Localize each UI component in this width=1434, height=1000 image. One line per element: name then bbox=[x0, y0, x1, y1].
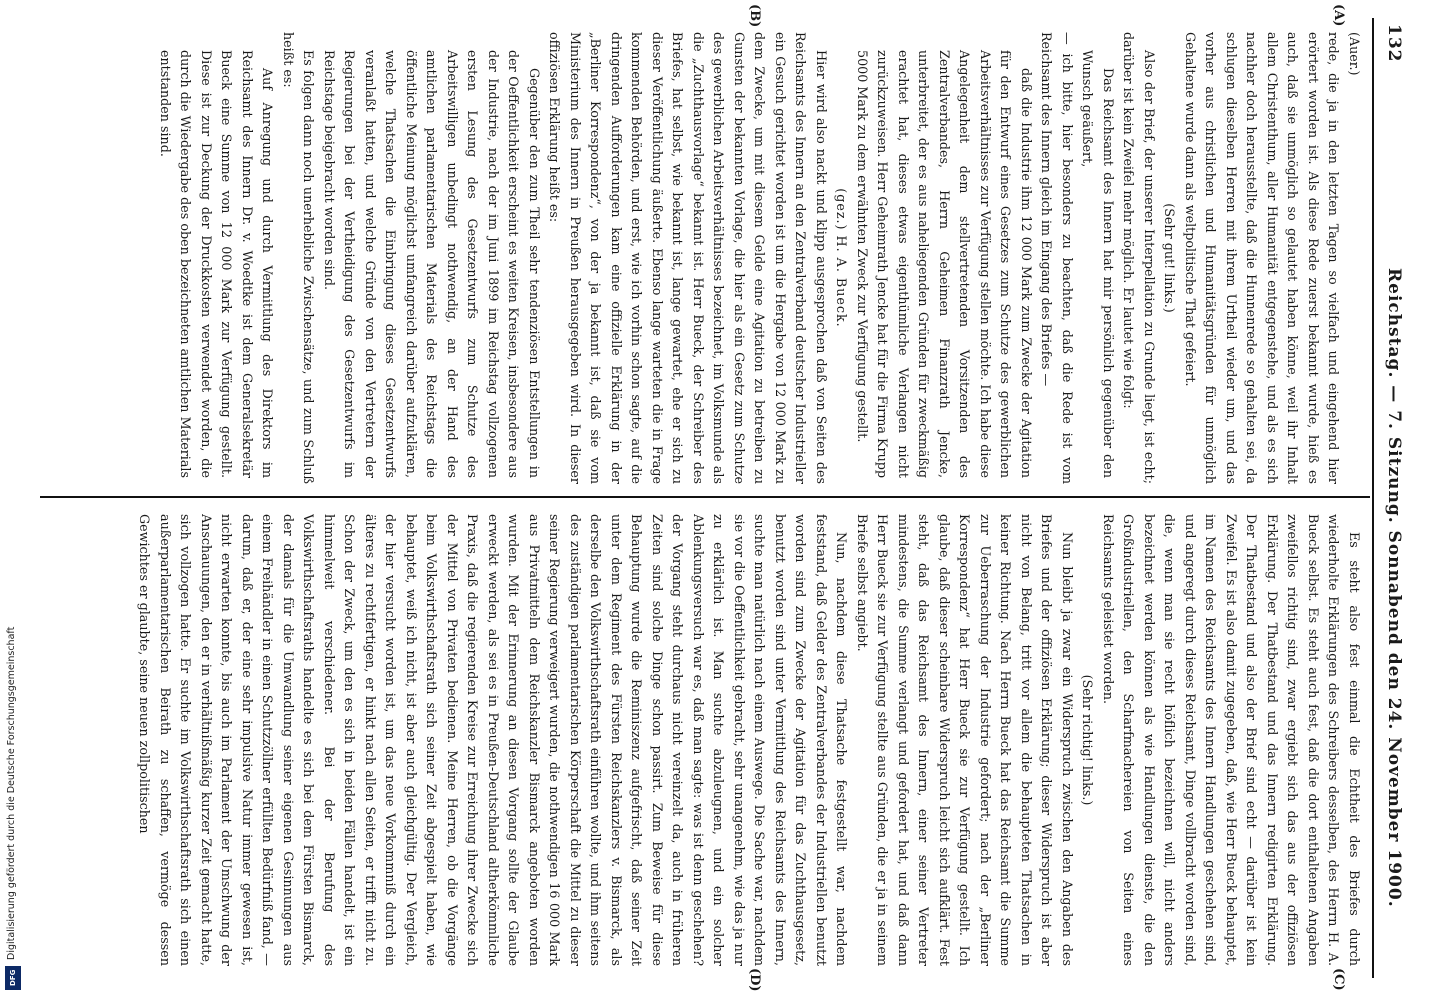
margin-letter-d: (D) bbox=[747, 968, 762, 992]
quoted-letter: Das Reichsamt des Innern hat mir persönlich gegenüber den Wunsch geäußert, bbox=[1080, 50, 1116, 478]
left-column bbox=[44, 32, 1364, 484]
column-rule bbox=[40, 496, 1370, 498]
paragraph: Also der Brief, der unserer Interpellation zu Grunde liegt, ist echt; darüber ist kein Zweifel mehr möglich. Er lautet wie folgt: bbox=[1121, 32, 1157, 484]
letter-signature: (gez.) H. A. Bueck. bbox=[834, 188, 850, 328]
right-column bbox=[44, 514, 1364, 966]
quoted-letter: daß die Industrie ihm 12 000 Mark zum Zwecke der Agitation für den Entwurf eines Gesetzes zum Schutze des gewerblichen Arbeitsverhältnisses zur Verfügung stellen möchte. Ich habe diese Angelegenheit dem stellvertretenden Vorsitzenden des Zentralverbandes, Herrn Geheimen Finanzrath Jencke, unterbreitet, der es aus naheliegenden Gründen für zweckmäßig erachtet hat, dieses etwas eigenthümliche Verlangen nicht zurückzuweisen. Herr Geheimrath Jencke hat für die Firma Krupp 5000 Mark zu dem erwähnten Zweck zur Verfügung gestellt. bbox=[855, 50, 1034, 478]
speaker-tag: (Auer.) bbox=[1347, 32, 1362, 76]
paragraph: — ich bitte, hier besonders zu beachten, daß die Rede ist vom Reichsamt des Innern gleich im Eingang des Briefes — bbox=[1039, 32, 1075, 484]
digitization-strip bbox=[0, 0, 30, 1000]
paragraph: Es steht also fest einmal die Echtheit des Briefes durch wiederholte Erklärungen des Schreibers desselben, des Herrn H. A. Bueck selbst. Es steht auch fest, daß die dort enthaltenen Angaben zweifellos richtig sind, zwar ergiebt sich das aus der offiziösen Erklärung. Der Thatbestand und das Innern redigirten Erklärung. Der Thatbestand und also der Brief sind echt — darüber ist kein Zweifel. Es ist also damit zugegeben, daß, wie Herr Bueck behauptet, im Namen des Reichsamts des Innern Handlungen geschehen sind, und angeregt durch dieses Reichsamt, Dinge vollbracht worden sind, die, wenn man sie recht höflich bezeichnen will, nicht anders bezeichnet werden können als wie Handlungen dienste, die den Großindustriellen, den Scharfmachereien von Seiten eines Reichsamts geleistet worden. bbox=[1101, 514, 1362, 966]
paragraph: Nun, nachdem diese Thatsache festgestellt war, nachdem feststand, daß Gelder des Zentralverbandes der Industriellen benutzt worden sind zum Zwecke der Agitation für das Zuchthausgesetz, benutzt worden sind unter Vermittlung des Reichsamts des Innern, suchte man natürlich nach einem Auswege. Die Sache war, nachdem sie vor die Oeffentlichkeit gebracht, sehr unangenehm, wie das ja nur zu erklärlich ist. Man suchte abzuleugnen, und ein solcher Ablenkungsversuch war es, daß man sagte: was ist denn geschehen? der Vorgang steht durchaus nicht vereinzelt da, auch in früheren Zeiten sind solche Dinge schon passirt. Zum Beweise für diese Behauptung wurde die Reminiszenz aufgefrischt, daß seiner Zeit unter dem Regiment des Fürsten Reichskanzlers v. Bismarck, als derselbe den Volkswirthschaftsrath einführen wollte, und ihm seitens des zuständigen parlamentarischen Körperschaft die Mittel zu dieser seiner Regierung verweigert wurden, die nothwendigen 16 000 Mark aus Privatmitteln dem Reichskanzler Bismarck angeboten worden wurden. Mit der Erinnerung an diesen Vorgang sollte der Glaube erweckt werden, als sei es in Preußen-Deutschland altherkömmliche Praxis, daß die regierenden Kreise zur Erreichung ihrer Zwecke sich der Mittel von Privaten bedienen. Meine Herren, ob die Vorgänge beim Volkswirthschaftsrath sich seiner Zeit abgespielt haben, wie behauptet, weiß ich nicht, ist aber auch gleichgültig. Der Vergleich, der hier versucht worden ist, um das neue Vorkommniß durch ein älteres zu rechtfertigen, er hinkt nach allen Seiten, er trifft nicht zu. Schon der Zweck, um den es sich in beiden Fällen handelt, ist ein himmelweit verschiedener. Bei der Berufung des Volkswirthschaftsraths handelte es sich bei dem Fürsten Bismarck, der damals für die Umwandlung seiner eigenen Gesinnungen aus einem Freihändler in einen Schutzzöllner erfüllten Bedürfniß fand, — darum, daß er, der eine sehr impulsive Natur immer gewesen ist, nicht erwarten konnte, bis auch im Parlament der Umschwung der Anschauungen, den er in verhältnißmäßig kurzer Zeit gemacht hatte, sich vollzogen hatte. Er suchte im Volkswirthschaftsrath sich einen außerparlamentarischen Beirath zu schaffen, vermöge dessen Gewichtes er glaubte, seine neuen zollpolitischen bbox=[137, 514, 850, 966]
digitization-note: Digitalisierung gefördert durch die Deutsche Forschungsgemeinschaft bbox=[6, 626, 17, 960]
dfg-logo-icon: DFG bbox=[5, 966, 21, 990]
paragraph: Es folgen dann noch unerhebliche Zwischensätze, und zum Schluß heißt es: bbox=[281, 32, 317, 484]
margin-letter-a: (A) bbox=[1331, 4, 1346, 27]
page-header bbox=[1374, 18, 1410, 978]
page-number: 132 bbox=[1384, 24, 1404, 63]
document-page bbox=[30, 4, 1410, 992]
margin-letter-c: (C) bbox=[1331, 968, 1346, 991]
quoted-statement: Gegenüber den zum Theil sehr tendenziösen Entstellungen in der Oeffentlichkeit erscheint es weiten Kreisen, insbesondere aus der Industrie, nach der im Juni 1899 im Reichstag vollzogenen ersten Lesung des Gesetzentwurfs zum Schutze des Arbeitswilligen unbedingt nothwendig, an der Hand des amtlichen parlamentarischen Materials des Reichstags die öffentliche Meinung möglichst umfangreich darüber aufzuklären, welche Thatsachen die Einbringung dieses Gesetzentwurfs veranlaßt hatten, und welche Gründe von den Vertretern der Regierungen bei der Vertheidigung des Gesetzentwurfs im Reichstage beigebracht worden sind. bbox=[322, 50, 542, 478]
interjection: (Sehr gut! links.) bbox=[1162, 203, 1178, 313]
margin-letter-b: (B) bbox=[747, 4, 762, 28]
interjection: (Sehr richtig! links.) bbox=[1080, 674, 1096, 806]
quoted-statement: Auf Anregung und durch Vermittlung des Direktors im Reichsamt des Innern Dr. v. Woedtke ist dem Generalsekretär Bueck eine Summe von 12 000 Mark zur Verfügung gestellt. Diese ist zur Deckung der Druckkosten verwendet worden, die durch die Wiedergabe des oben bezeichneten amtlichen Materials entstanden sind. bbox=[158, 50, 276, 478]
header-rule bbox=[1372, 18, 1374, 978]
running-head: Reichstag. — 7. Sitzung. Sonnabend den 24. November 1900. bbox=[1384, 268, 1404, 908]
paragraph: Hier wird also nackt und klipp ausgesprochen daß von Seiten des Reichsamts des Innern an den Zentralverband deutscher Industrieller ein Gesuch gerichtet worden ist um die Hergabe von 12 000 Mark zu dem Zwecke, um mit diesem Gelde eine Agitation zu betreiben zu Gunsten der bekannten Vorlage, die hier als ein Gesetz zum Schutze des gewerblichen Arbeitsverhältnisses bezeichnet, im Volksmunde als die „Zuchthausvorlage“ bekannt ist. Herr Bueck, der Schreiber des Briefes, hat selbst, wie bekannt ist, lange gewartet, ehe er sich zu dieser Veröffentlichung äußerte. Ebenso lange warteten die in Frage kommenden Behörden, und erst, wie ich vorhin schon sagte, auf die dringenden Aufforderungen kam eine offizielle Erklärung in der „Berliner Korrespondenz“, von der ja bekannt ist, daß sie vom Ministerium des Innern in Preußen herausgegeben wird. In dieser offiziösen Erklärung heißt es: bbox=[547, 32, 829, 484]
paragraph: Nun bleibt ja zwar ein Widerspruch zwischen den Angaben des Briefes und der offiziösen Erklärung; dieser Widerspruch ist aber nicht von Belang, tritt vor allem die behaupteten Thatsachen in keiner Richtung. Nach Herrn Bueck hat das Reichsamt die Summe zur Ueberraschung der Industrie gefordert; nach der „Berliner Korrespondenz“ hat Herr Bueck sie zur Verfügung gestellt. Ich glaube, daß dieser scheinbare Widerspruch leicht sich aufklärt. Fest steht, daß das Reichsamt des Innern, einer seiner Vertreter mindestens, die Summe verlangt und gefordert hat, und daß dann Herr Bueck sie zur Verfügung stellte aus Gründen, die er ja in seinem Briefe selbst angiebt. bbox=[855, 514, 1075, 966]
paragraph: rede, die ja in den letzten Tagen so vielfach und eingehend hier erörtert worden ist. Als diese Rede zuerst bekannt wurde, hieß es auch, daß sie unmöglich so gelautet haben könne, weil ihr Inhalt allem Christenthum, aller Humanität entgegenstehe, und als es sich nachher doch herausstellte, daß die Hunnenrede so gehalten sei, da schlugen dieselben Herren mit ihrem Urtheil wieder um, und das vorher aus christlichen und Humanitätsgründen für unmöglich Gehaltene wurde dann als weltpolitische That gefeiert. bbox=[1183, 32, 1342, 484]
